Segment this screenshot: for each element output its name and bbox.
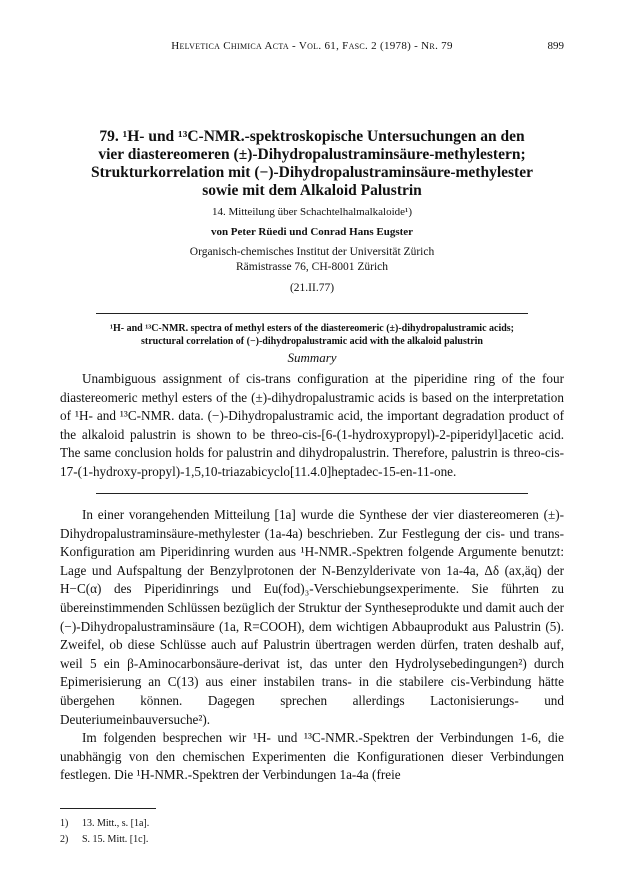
body-text [60,506,564,785]
institution-address: Rämistrasse 76, CH-8001 Zürich [235,261,389,273]
summary-text [60,370,564,482]
summary-paragraph: Unambiguous assignment of cis-trans configuration at the piperidine ring of the four diastereomeric methyl esters of the (±)-dihydropalustramic acids is based on the interpretation of ¹H- and ¹³C-NMR. data. (−)-Dihydropalustramic acid, the important degradation product of the alkaloid palustrin is shown to be threo-cis-[6-(1-hydroxypropyl)-2-piperidyl]acetic acid. The same conclusion holds for palustrin and dihydropalustrin. Therefore, palustrin is threo-cis-17-(1-hydroxy-propyl)-1,5,10-triazabicyclo[11.4.0]heptadec-15-en-11-one. [60,371,564,479]
english-title-line: structural correlation of (−)-dihydropalustramic acid with the alkaloid palustrin [141,336,483,347]
received-date: (21.II.77) [289,282,335,294]
body-paragraph: Im folgenden besprechen wir ¹H- und ¹³C-NMR.-Spektren der Verbindungen 1-6, die unabhängig von den chemischen Experimenten die Konfigurationen dieser Verbindungen festlegen. Die ¹H-NMR.-Spektren der Verbindungen 1a-4a (freie [60,730,564,783]
article-subtitle: 14. Mitteilung über Schachtelhalmalkaloide¹) [211,206,413,218]
page-number: 899 [547,40,564,52]
footnote [60,834,148,845]
footnote-mark: 2) [60,834,69,845]
footnote-rule [60,808,156,809]
footnote-mark: 1) [60,818,69,829]
title-line: Strukturkorrelation mit (−)-Dihydropalustraminsäure-methylester [91,164,533,181]
title-line: vier diastereomeren (±)-Dihydropalustraminsäure-methylestern; [98,146,526,163]
title-line: sowie mit dem Alkaloid Palustrin [202,182,422,199]
title-line: 79. ¹H- und ¹³C-NMR.-spektroskopische Untersuchungen an den [99,128,525,145]
article-title [60,128,564,200]
running-title: Helvetica Chimica Acta - Vol. 61, Fasc. 2 (1978) - Nr. 79 [171,40,453,52]
footnote-text: 13. Mitt., s. [1a]. [82,818,150,829]
body-paragraph: In einer vorangehenden Mitteilung [1a] wurde die Synthese der vier diastereomeren (±)-Dihydropalustraminsäure-methylester (1a-4a) beschrieben. Zur Festlegung der cis- und trans-Konfiguration am Piperidinring wurden aus ¹H-NMR.-Spektren folgende Argumente benutzt: Lage und Aufspaltung der Benzylprotonen der N-Benzylderivate von 1a-4a, Δδ (ax,äq) der H−C(α) des Piperidinrings und Eu(fod)₃-Verschiebungsexperimente. Sie führten zu übereinstimmenden Schlüssen bezüglich der Struktur der Syntheseprodukte und damit auch der (−)-Dihydropalustraminsäure (1a, R=COOH), dem wichtigen Abbauprodukt aus Palustrin (5). Zweifel, ob diese Schlüsse auch auf Palustrin übertragen werden dürfen, traten deshalb auf, weil 5 ein β-Aminocarbonsäure-derivat ist, das unter den Hydrolysebedingungen²) durch Epimerisierung an C(13) aus einer instabilen trans- in die stabilere cis-Verbindung hätte übergehen können. Dagegen sprechen allerdings Lactonisierungs- und Deuteriumeinbauversuche²). [60,507,564,727]
english-title [80,322,544,348]
footnote-text: S. 15. Mitt. [1c]. [82,834,149,845]
summary-heading: Summary [287,350,337,365]
institution-line: Organisch-chemisches Institut der Universität Zürich [189,246,435,258]
footnote [60,818,149,829]
abstract-bottom-rule [96,493,528,494]
english-title-line: ¹H- and ¹³C-NMR. spectra of methyl esters of the diastereomeric (±)-dihydropalustramic acids; [109,323,515,334]
article-authors: von Peter Rüedi und Conrad Hans Eugster [210,226,414,238]
abstract-top-rule [96,313,528,314]
